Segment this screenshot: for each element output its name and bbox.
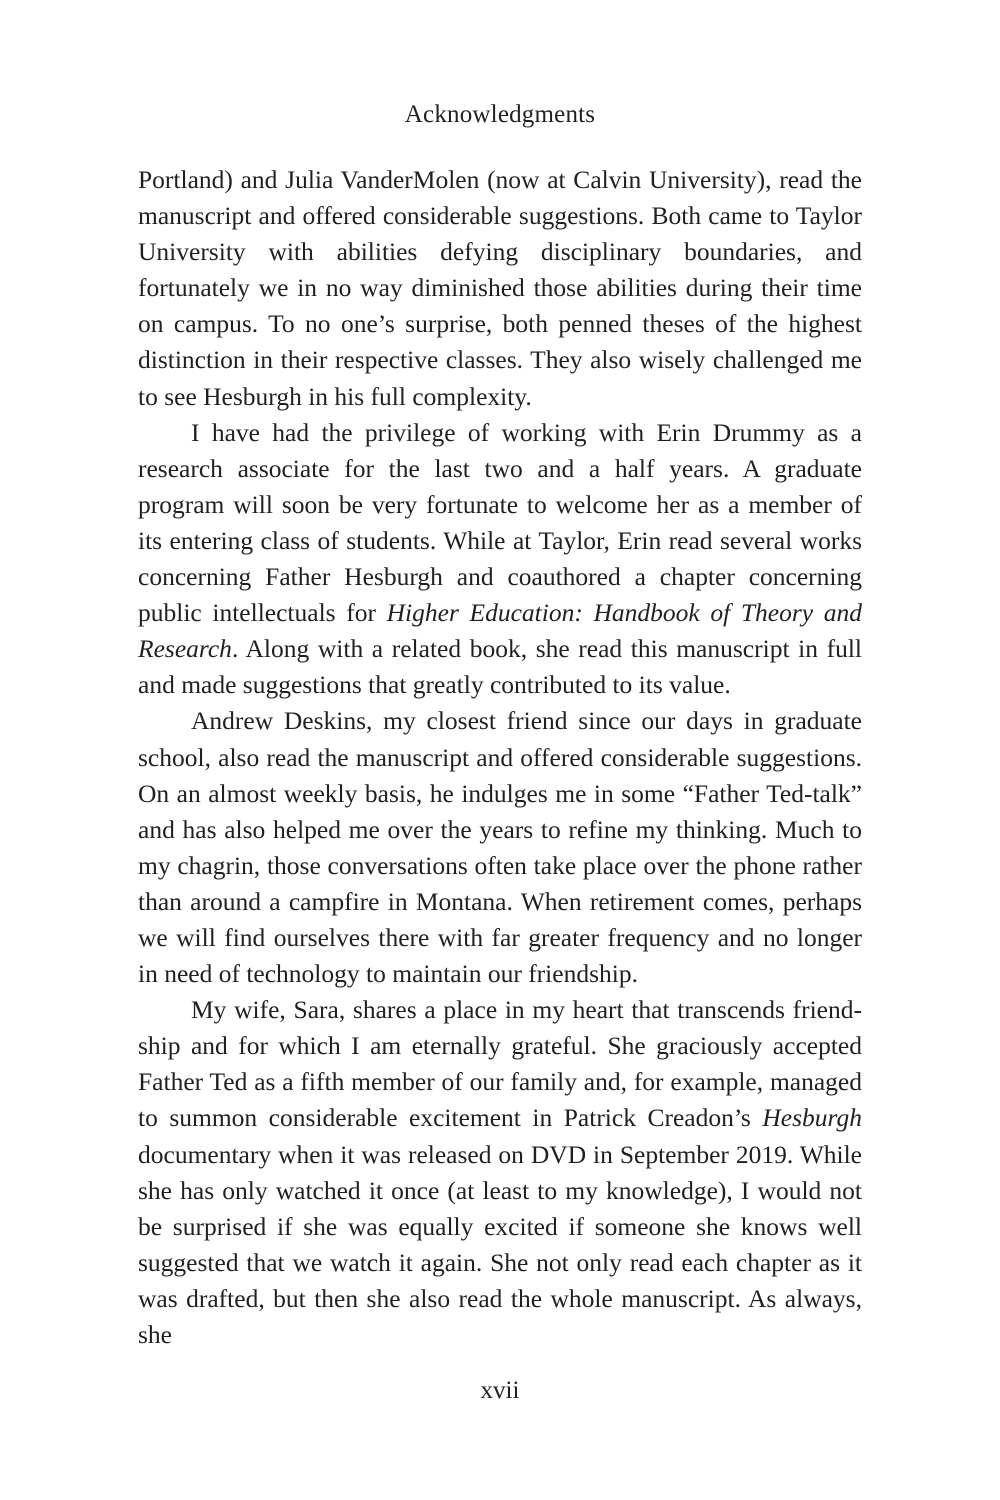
paragraph-2-book-title: Higher Education: Handbook of Theory and Research [138,598,862,664]
paragraph-4-text-a: My wife, Sara, shares a place in my heart that transcends friendship and for which I am eternally grateful. She graciously accepted Father Ted as a fifth member of our family and, for example, managed to summon considerable excitement in Patrick Creadon’s [138,995,862,1133]
paragraph-4-film-title: Hesburgh [762,1103,862,1133]
page-number: xvii [480,1377,520,1404]
body-text [138,162,862,1353]
paragraph-3-text: Andrew Deskins, my closest friend since our days in graduate school, also read the manuscript and offered considerable suggestions. On an almost weekly basis, he indulges me in some “Father Ted-talk” and has also helped me over the years to refine my thinking. Much to my chagrin, those conversations often take place over the phone rather than around a campfire in Montana. When retirement comes, perhaps we will find ourselves there with far greater frequency and no longer in need of technology to maintain our friendship. [138,706,862,989]
paragraph-4-text-b: documentary when it was released on DVD in September 2019. While she has only watched it once (at least to my knowledge), I would not be surprised if she was equally excited if someone she knows well suggested that we watch it again. She not only read each chapter as it was drafted, but then she also read the whole manuscript. As always, she [138,1139,862,1349]
paragraph-4 [138,992,862,1353]
paragraph-1 [138,162,862,415]
paragraph-3 [138,703,862,992]
running-head: Acknowledgments [404,101,596,128]
paragraph-1-text: Portland) and Julia VanderMolen (now at Calvin University), read the manuscript and offered considerable suggestions. Both came to Taylor University with abilities defying disciplinary boundaries, and fortunately we in no way diminished those abilities during their time on campus. To no one’s surprise, both penned theses of the highest distinction in their respective classes. They also wisely challenged me to see Hesburgh in his full complexity. [138,165,862,411]
paragraph-2 [138,415,862,704]
paragraph-2-text-b: . Along with a related book, she read this manuscript in full and made suggestions that greatly contributed to its value. [138,634,862,700]
paragraph-2-text-a: I have had the privilege of working with Erin Drummy as a research associate for the last two and a half years. A graduate program will soon be very fortunate to welcome her as a member of its entering class of students. While at Taylor, Erin read several works concerning Father Hesburgh and coauthored a chapter concerning public intellectuals for [138,417,862,628]
